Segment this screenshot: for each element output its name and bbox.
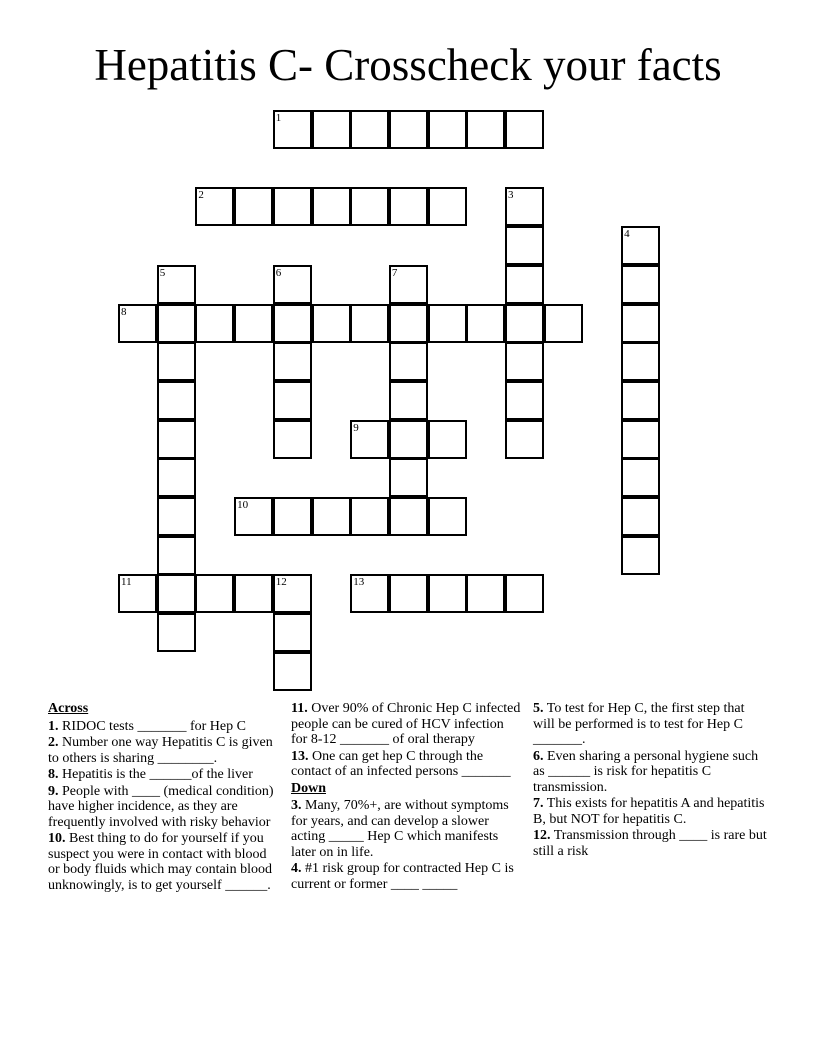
grid-cell[interactable]: [273, 420, 312, 459]
clue-down-4: [291, 861, 523, 892]
grid-cell[interactable]: [273, 265, 312, 304]
clue-column-1: [48, 701, 280, 894]
grid-cell[interactable]: [389, 420, 428, 459]
grid-cell[interactable]: [389, 187, 428, 226]
clue-number: 5.: [533, 701, 544, 716]
grid-cell[interactable]: [621, 304, 660, 343]
grid-cell[interactable]: [195, 187, 234, 226]
cell-number: 8: [121, 305, 127, 318]
grid-cell[interactable]: [350, 187, 389, 226]
grid-cell[interactable]: [157, 342, 196, 381]
across-heading: Across: [48, 701, 89, 716]
cell-number: 11: [121, 576, 132, 589]
clue-number: 8.: [48, 767, 59, 782]
grid-cell[interactable]: [157, 536, 196, 575]
clue-column-2: [291, 701, 523, 893]
grid-cell[interactable]: [157, 420, 196, 459]
grid-cell[interactable]: [428, 574, 467, 613]
grid-cell[interactable]: [544, 304, 583, 343]
clue-number: 9.: [48, 783, 59, 799]
grid-cell[interactable]: [389, 574, 428, 613]
cell-number: 12: [275, 576, 287, 589]
grid-cell[interactable]: [157, 574, 196, 613]
clue-text: This exists for hepatitis A and hepatitis B, but NOT for hepatitis C.: [533, 796, 765, 827]
clue-across-13: [291, 749, 523, 780]
grid-cell[interactable]: [505, 110, 544, 149]
cell-number: 6: [275, 266, 282, 279]
clue-text: To test for Hep C, the first step that will be performed is to test for Hep C _______.: [533, 701, 745, 747]
grid-cell[interactable]: [312, 110, 351, 149]
grid-cell[interactable]: [505, 187, 544, 226]
cell-number: 2: [198, 189, 204, 202]
clue-text: Hepatitis is the ______of the liver: [62, 767, 253, 782]
clue-text: RIDOC tests _______ for Hep C: [62, 718, 246, 734]
grid-cell[interactable]: [273, 304, 312, 343]
cell-number: 3: [508, 189, 514, 202]
clue-number: 11.: [291, 701, 308, 716]
clue-across-11: [291, 701, 523, 748]
clue-across-2: [48, 735, 280, 766]
down-heading: Down: [291, 780, 327, 796]
cell-number: 10: [237, 499, 249, 511]
grid-cell[interactable]: [389, 342, 428, 381]
clue-text: Transmission through ____ is rare but still a risk: [533, 828, 767, 859]
grid-cell[interactable]: [621, 458, 660, 497]
clue-across-1: [48, 719, 280, 735]
grid-cell[interactable]: [118, 304, 157, 343]
grid-cell[interactable]: [273, 613, 312, 652]
grid-cell[interactable]: [195, 574, 234, 613]
grid-cell[interactable]: [389, 304, 428, 343]
clue-number: 2.: [48, 735, 59, 750]
grid-cell[interactable]: [234, 304, 273, 343]
grid-cell[interactable]: [505, 574, 544, 613]
grid-cell[interactable]: [273, 497, 312, 536]
grid-cell[interactable]: [621, 497, 660, 536]
grid-cell[interactable]: [621, 265, 660, 304]
grid-cell[interactable]: [428, 420, 467, 459]
clue-down-3: [291, 798, 523, 860]
clue-number: 6.: [533, 748, 544, 764]
grid-cell[interactable]: [466, 574, 505, 613]
clue-number: 3.: [291, 798, 302, 813]
grid-cell[interactable]: [389, 110, 428, 149]
clue-text: #1 risk group for contracted Hep C is current or former ____ _____: [291, 861, 514, 892]
clue-text: Even sharing a personal hygiene such as ______ is risk for hepatitis C transmission.: [533, 748, 759, 795]
grid-cell[interactable]: [157, 613, 196, 652]
grid-cell[interactable]: [621, 226, 660, 265]
grid-cell[interactable]: [428, 110, 467, 149]
grid-cell[interactable]: [621, 381, 660, 420]
cell-number: 7: [391, 266, 398, 279]
clue-number: 13.: [291, 748, 309, 764]
grid-cell[interactable]: [505, 226, 544, 265]
grid-cell[interactable]: [273, 110, 312, 149]
grid-cell[interactable]: [621, 536, 660, 575]
page-title: Hepatitis C- Crosscheck your facts: [94, 40, 722, 90]
grid-cell[interactable]: [505, 342, 544, 381]
clue-text: People with ____ (medical condition) have higher incidence, as they are frequently involved with risky behavior: [48, 783, 274, 830]
clue-text: Number one way Hepatitis C is given to others is sharing ________.: [48, 735, 273, 766]
clue-down-6: [533, 749, 769, 796]
grid-cell[interactable]: [350, 574, 389, 613]
grid-cell[interactable]: [350, 497, 389, 536]
grid-cell[interactable]: [157, 381, 196, 420]
grid-cell[interactable]: [505, 265, 544, 304]
clue-number: 4.: [291, 861, 302, 876]
grid-cell[interactable]: [118, 574, 157, 613]
grid-cell[interactable]: [312, 187, 351, 226]
grid-cell[interactable]: [312, 304, 351, 343]
grid-cell[interactable]: [234, 574, 273, 613]
clue-across-8: [48, 767, 280, 783]
clue-across-9: [48, 784, 280, 831]
grid-cell[interactable]: [273, 342, 312, 381]
grid-cell[interactable]: [621, 420, 660, 459]
clue-across-10: [48, 831, 280, 893]
grid-cell[interactable]: [312, 497, 351, 536]
cell-number: 1: [275, 112, 282, 124]
grid-cell[interactable]: [505, 420, 544, 459]
cell-number: 13: [353, 576, 365, 589]
grid-cell[interactable]: [389, 265, 428, 304]
grid-cell[interactable]: [428, 497, 467, 536]
clue-down-12: [533, 828, 769, 859]
grid-cell[interactable]: [505, 304, 544, 343]
clue-down-5: [533, 701, 769, 748]
clue-number: 7.: [533, 796, 544, 811]
clue-text: Over 90% of Chronic Hep C infected people can be cured of HCV infection for 8-12 _______ of oral therapy: [291, 701, 521, 747]
grid-cell[interactable]: [350, 110, 389, 149]
grid-cell[interactable]: [234, 497, 273, 536]
clue-number: 1.: [48, 718, 59, 734]
grid-cell[interactable]: [273, 187, 312, 226]
grid-cell[interactable]: [389, 458, 428, 497]
grid-cell[interactable]: [273, 381, 312, 420]
grid-cell[interactable]: [505, 381, 544, 420]
cell-number: 4: [624, 228, 630, 241]
clue-text: Best thing to do for yourself if you suspect you were in contact with blood or body fluids which may contain blood unknowingly, is to get yourself ______.: [48, 831, 272, 893]
grid-cell[interactable]: [157, 304, 196, 343]
grid-cell[interactable]: [157, 497, 196, 536]
grid-cell[interactable]: [157, 265, 196, 304]
grid-cell[interactable]: [195, 304, 234, 343]
clue-text: Many, 70%+, are without symptoms for years, and can develop a slower acting _____ Hep C which manifests later on in life.: [291, 798, 509, 860]
grid-cell[interactable]: [157, 458, 196, 497]
clue-text: One can get hep C through the contact of an infected persons _______: [291, 748, 511, 779]
grid-cell[interactable]: [350, 420, 389, 459]
cell-number: 9: [353, 421, 359, 434]
grid-cell[interactable]: [273, 652, 312, 691]
grid-cell[interactable]: [350, 304, 389, 343]
grid-cell[interactable]: [389, 497, 428, 536]
clue-number: 10.: [48, 831, 66, 846]
grid-cell[interactable]: [428, 304, 467, 343]
grid-cell[interactable]: [621, 342, 660, 381]
cell-number: 5: [159, 266, 166, 279]
clue-column-3: [533, 701, 769, 860]
grid-cell[interactable]: [273, 574, 312, 613]
grid-cell[interactable]: [428, 187, 467, 226]
clue-number: 12.: [533, 828, 551, 843]
grid-cell[interactable]: [234, 187, 273, 226]
clue-down-7: [533, 796, 769, 827]
grid-cell[interactable]: [466, 110, 505, 149]
grid-cell[interactable]: [389, 381, 428, 420]
grid-cell[interactable]: [466, 304, 505, 343]
